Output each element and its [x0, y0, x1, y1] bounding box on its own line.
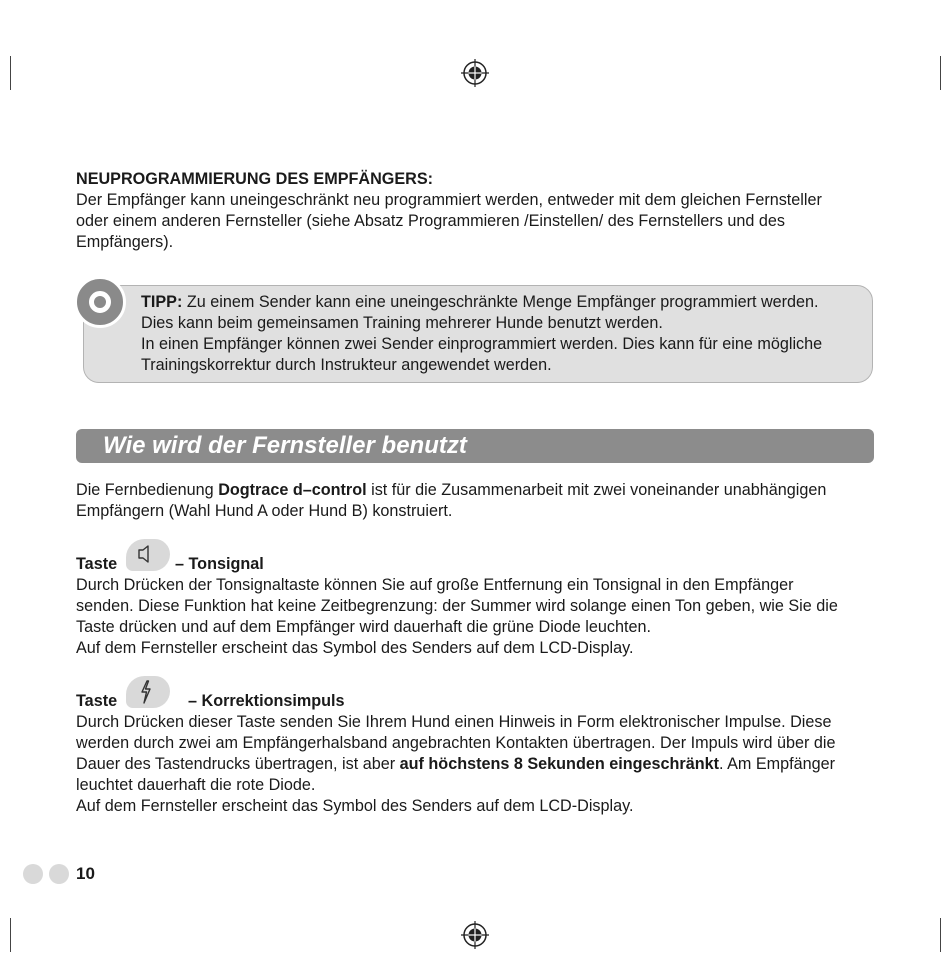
registration-mark-top-icon [461, 59, 489, 87]
key-tonsignal-description [76, 575, 866, 659]
intro-line-1 [76, 480, 866, 501]
crop-mark-bottom-right [940, 918, 941, 952]
key-tonsignal-taste: Taste [76, 555, 118, 573]
key-impulse-description [76, 712, 866, 817]
registration-mark-bottom-icon [461, 921, 489, 949]
impulse-limit: auf höchstens 8 Sekunden eingeschränkt [399, 755, 719, 773]
tip-line-1-text: Zu einem Sender kann eine uneingeschränkte Menge Empfänger programmiert werden. [182, 293, 819, 311]
crop-mark-top-right [940, 56, 941, 90]
crop-mark-top-left [10, 56, 11, 90]
impulse-line-4: leuchtet dauerhaft die rote Diode. [76, 776, 316, 794]
tip-label: TIPP: [141, 293, 183, 311]
tip-line-2: Dies kann beim gemeinsamen Training mehrerer Hunde benutzt werden. [141, 314, 663, 332]
speaker-icon [126, 539, 170, 571]
crop-mark-bottom-left [10, 918, 11, 952]
tip-line-4: Trainingskorrektur durch Instrukteur angewendet werden. [141, 356, 552, 374]
speaker-button-icon [126, 539, 170, 571]
impulse-line-3-pre: Dauer des Tastendrucks übertragen, ist aber [76, 755, 400, 773]
tonsignal-line-2: senden. Diese Funktion hat keine Zeitbegrenzung: der Summer wird solange einen Ton geben, wie Sie die [76, 597, 838, 615]
tip-text [141, 292, 861, 376]
impulse-line-3-post: . Am Empfänger [718, 755, 836, 773]
section-title-bar [76, 429, 874, 463]
tip-line-3: In einen Empfänger können zwei Sender einprogrammiert werden. Dies kann für eine mögliche [141, 335, 823, 353]
reprogramming-line-3: Empfängers). [76, 233, 174, 251]
page-number: 10 [76, 864, 95, 883]
tonsignal-line-4: Auf dem Fernsteller erscheint das Symbol des Senders auf dem LCD-Display. [76, 639, 634, 657]
tip-line-1 [141, 292, 861, 313]
product-name: Dogtrace d–control [218, 481, 367, 499]
lightning-button-icon [126, 676, 170, 708]
intro-text-post: ist für die Zusammenarbeit mit zwei voneinander unabhängigen [366, 481, 827, 499]
tonsignal-line-1: Durch Drücken der Tonsignaltaste können Sie auf große Entfernung ein Tonsignal in den Empfänger [76, 576, 794, 594]
reprogramming-heading: NEUPROGRAMMIERUNG DES EMPFÄNGERS: [76, 170, 434, 188]
impulse-line-2: werden durch zwei am Empfängerhalsband angebrachten Kontakten übertragen. Der Impuls wird über die [76, 734, 836, 752]
key-impulse-name [188, 691, 345, 712]
section-title: Wie wird der Fernsteller benutzt [103, 432, 467, 459]
reprogramming-line-2: oder einem anderen Fernsteller (siehe Absatz Programmieren /Einstellen/ des Fernstellers und des [76, 212, 786, 230]
key-tonsignal-name [175, 554, 264, 575]
reprogramming-line-1: Der Empfänger kann uneingeschränkt neu programmiert werden, entweder mit dem gleichen Fernsteller [76, 191, 822, 209]
key-impulse-heading [76, 691, 117, 712]
key-tonsignal-label: – Tonsignal [175, 555, 264, 573]
lightning-icon [126, 676, 170, 708]
page-dot-1 [23, 864, 43, 884]
key-impulse-label: – Korrektionsimpuls [188, 692, 345, 710]
page-dot-2 [49, 864, 69, 884]
key-impulse-taste: Taste [76, 692, 118, 710]
impulse-line-5: Auf dem Fernsteller erscheint das Symbol des Senders auf dem LCD-Display. [76, 797, 634, 815]
intro-paragraph [76, 480, 866, 522]
impulse-line-1: Durch Drücken dieser Taste senden Sie Ihrem Hund einen Hinweis in Form elektronischer Impulse. Diese [76, 713, 832, 731]
impulse-line-3 [76, 754, 866, 775]
key-tonsignal-heading [76, 554, 117, 575]
intro-line-2: Empfängern (Wahl Hund A oder Hund B) konstruiert. [76, 502, 453, 520]
reprogramming-section [76, 169, 866, 253]
intro-text-pre: Die Fernbedienung [76, 481, 219, 499]
tip-badge-icon [74, 276, 126, 328]
tonsignal-line-3: Taste drücken und auf dem Empfänger wird dauerhaft die grüne Diode leuchten. [76, 618, 652, 636]
